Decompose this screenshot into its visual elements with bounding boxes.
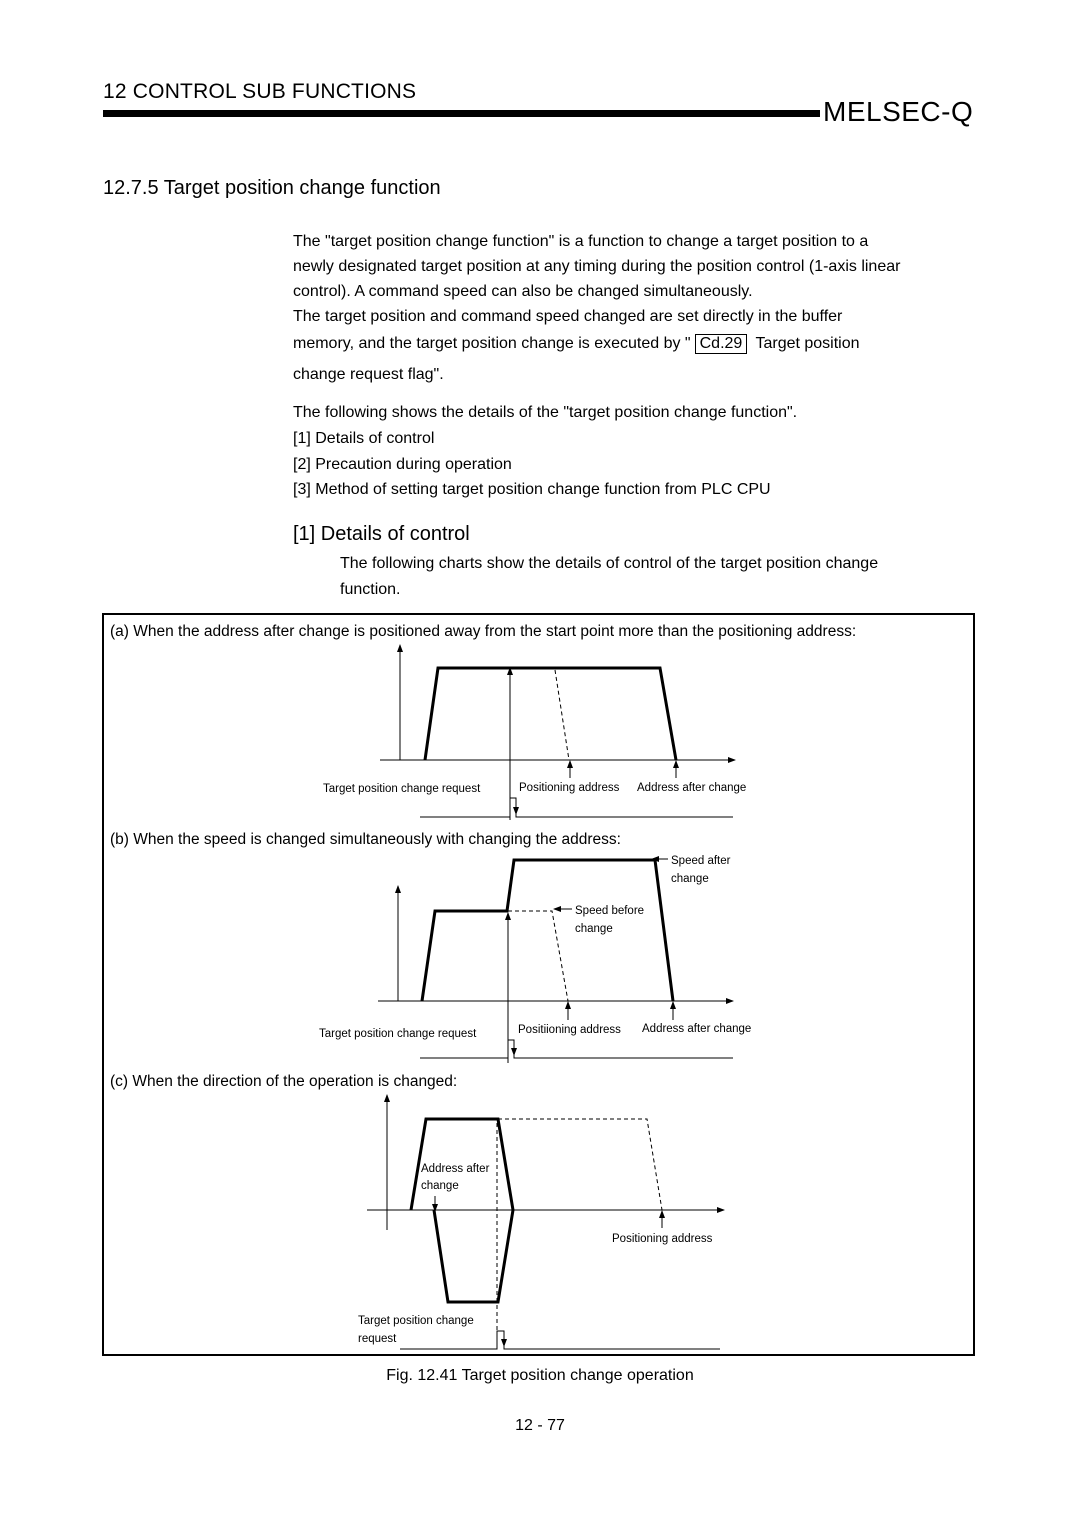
subsection-heading: [1] Details of control bbox=[293, 523, 470, 545]
diagram-c-after-label: change bbox=[421, 1180, 459, 1192]
diagram-c-after-label: Address after bbox=[421, 1163, 490, 1175]
diagram-b-original-profile bbox=[508, 911, 568, 1001]
diagram-a-request-label: Target position change request bbox=[323, 783, 481, 795]
diagram-c-caption: (c) When the direction of the operation is changed: bbox=[110, 1073, 458, 1090]
intro-line: newly designated target position at any timing during the position control (1-axis linear bbox=[293, 258, 901, 275]
diagram-c-request-pulse bbox=[400, 1331, 720, 1349]
diagram-c-positioning-label: Positioning address bbox=[612, 1233, 713, 1245]
diagram-b-speed-before-label: change bbox=[575, 923, 613, 935]
intro-line: control). A command speed can also be changed simultaneously. bbox=[293, 283, 753, 300]
toc-item: [1] Details of control bbox=[293, 430, 435, 447]
intro-line: The "target position change function" is a function to change a target position to a bbox=[293, 233, 869, 250]
diagram-a-request-pulse bbox=[420, 798, 733, 817]
diagram-a-after-label: Address after change bbox=[637, 782, 747, 794]
section-title: 12.7.5 Target position change function bbox=[103, 177, 441, 199]
diagram-a-speed-profile bbox=[425, 668, 676, 760]
diagram-a bbox=[323, 645, 746, 820]
intro-text: memory, and the target position change is executed by " bbox=[293, 335, 691, 352]
diagram-a-caption: (a) When the address after change is positioned away from the start point more than the positioning address: bbox=[110, 623, 857, 640]
diagram-b bbox=[319, 855, 751, 1063]
diagram-a-original-decel bbox=[555, 670, 569, 760]
diagram-b-positioning-label: Positiioning address bbox=[518, 1024, 621, 1036]
intro-text: Target position bbox=[751, 335, 860, 352]
diagram-c-request-label: request bbox=[358, 1333, 397, 1345]
diagram-b-speed-after-label: change bbox=[671, 873, 709, 885]
cd29-code-box: Cd.29 bbox=[695, 334, 748, 354]
subsection-line: The following charts show the details of control of the target position change bbox=[340, 555, 879, 572]
figure-caption: Fig. 12.41 Target position change operation bbox=[386, 1367, 694, 1384]
toc-item: [3] Method of setting target position change function from PLC CPU bbox=[293, 481, 771, 498]
diagram-b-caption: (b) When the speed is changed simultaneously with changing the address: bbox=[110, 831, 621, 848]
diagram-c bbox=[358, 1095, 724, 1349]
intro-line: change request flag". bbox=[293, 366, 444, 383]
diagram-b-speed-profile bbox=[422, 860, 673, 1001]
diagram-a-positioning-label: Positioning address bbox=[519, 782, 620, 794]
diagram-c-request-label: Target position change bbox=[358, 1315, 474, 1327]
diagram-c-original-profile bbox=[498, 1119, 662, 1210]
brand-label: MELSEC-Q bbox=[823, 96, 974, 127]
diagram-b-speed-before-label: Speed before bbox=[575, 905, 645, 917]
diagram-b-request-label: Target position change request bbox=[319, 1028, 477, 1040]
diagram-b-request-pulse bbox=[420, 1040, 733, 1058]
chapter-title: 12 CONTROL SUB FUNCTIONS bbox=[103, 80, 417, 103]
diagram-b-after-label: Address after change bbox=[642, 1023, 752, 1035]
toc-item: [2] Precaution during operation bbox=[293, 456, 512, 473]
page-number: 12 - 77 bbox=[515, 1417, 565, 1434]
intro-line: The target position and command speed changed are set directly in the buffer bbox=[293, 308, 843, 325]
details-intro: The following shows the details of the "target position change function". bbox=[293, 404, 798, 421]
diagram-b-speed-after-label: Speed after bbox=[671, 855, 731, 867]
subsection-line: function. bbox=[340, 581, 401, 598]
